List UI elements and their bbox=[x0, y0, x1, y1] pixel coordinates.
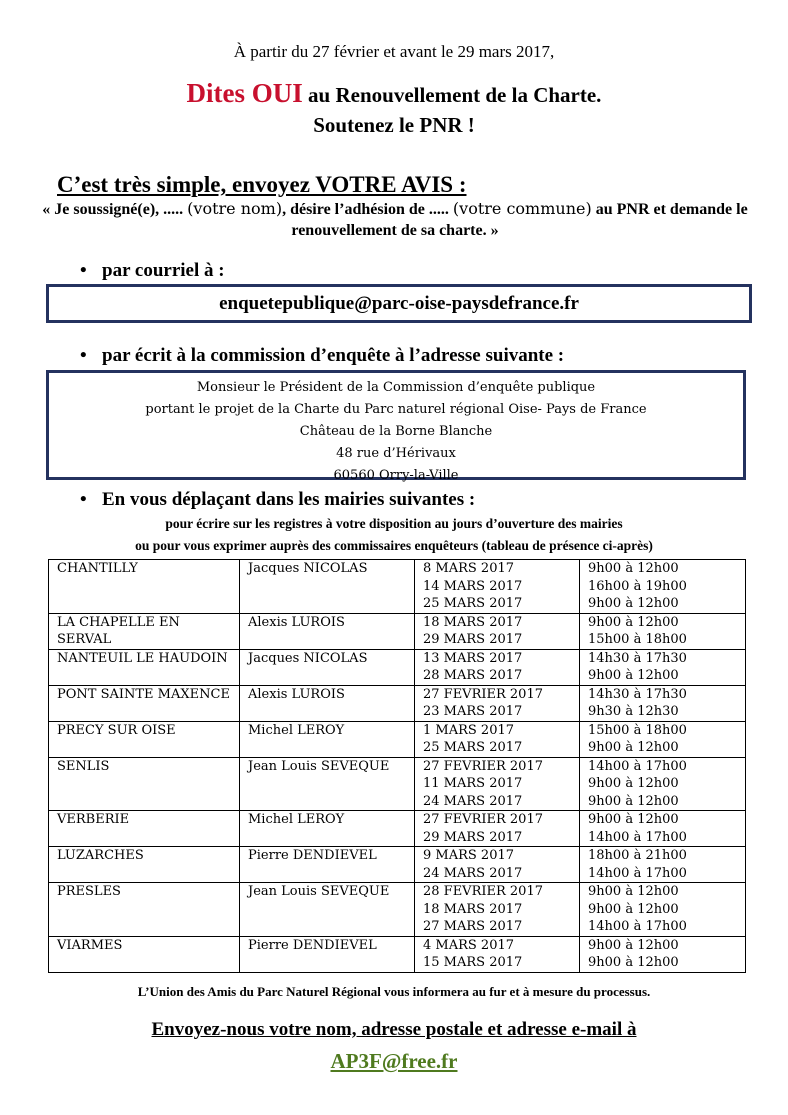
union-note: L’Union des Amis du Parc Naturel Régional vous informera au fur et à mesure du processus. bbox=[137, 984, 651, 999]
heures-cell bbox=[580, 613, 746, 649]
commissaire-cell bbox=[240, 649, 415, 685]
cell-line: 14h00 à 17h00 bbox=[588, 758, 687, 774]
cell-line: 29 MARS 2017 bbox=[423, 829, 523, 845]
commune-cell bbox=[49, 811, 240, 847]
cell-line: 9h00 à 12h00 bbox=[588, 955, 679, 970]
date-line: À partir du 27 février et avant le 29 mars 2017, bbox=[233, 42, 555, 61]
cell-line: 18h00 à 21h00 bbox=[588, 848, 687, 863]
cell-line: Michel LEROY bbox=[248, 722, 345, 738]
cell-line: Jacques NICOLAS bbox=[248, 650, 368, 666]
cell-line: 27 FEVRIER 2017 bbox=[423, 812, 543, 827]
cell-line: 9h00 à 12h00 bbox=[588, 901, 679, 917]
cell-line: 9h00 à 12h00 bbox=[588, 937, 679, 953]
email-box bbox=[46, 284, 752, 323]
commissaire-cell bbox=[240, 847, 415, 883]
quote-placeholder-commune: (votre commune) bbox=[452, 199, 592, 218]
commune-cell bbox=[49, 613, 240, 649]
cell-line: LA CHAPELLE EN SERVAL bbox=[57, 614, 180, 647]
cell-line: 15 MARS 2017 bbox=[423, 955, 523, 970]
commissaire-cell bbox=[240, 721, 415, 757]
heures-cell bbox=[580, 685, 746, 721]
dates-cell bbox=[415, 811, 580, 847]
cell-line: 15h00 à 18h00 bbox=[588, 722, 687, 738]
bullet-mail-label: par courriel à : bbox=[102, 260, 225, 281]
bullet-letter bbox=[80, 345, 564, 367]
cell-line: 25 MARS 2017 bbox=[423, 740, 523, 755]
cell-line: 9h00 à 12h00 bbox=[588, 596, 679, 611]
cell-line: PRECY SUR OISE bbox=[57, 722, 176, 738]
dates-cell bbox=[415, 847, 580, 883]
cell-line: 16h00 à 19h00 bbox=[588, 578, 687, 594]
visit-subtext: ou pour vous exprimer auprès des commissaires enquêteurs (tableau de présence ci-après) bbox=[135, 538, 653, 553]
table-row bbox=[49, 847, 746, 883]
commissaire-cell bbox=[240, 936, 415, 972]
cell-line: 18 MARS 2017 bbox=[423, 901, 523, 917]
cell-line: 4 MARS 2017 bbox=[423, 937, 515, 953]
dates-cell bbox=[415, 613, 580, 649]
cell-line: 13 MARS 2017 bbox=[423, 650, 523, 666]
cell-line: CHANTILLY bbox=[57, 561, 138, 576]
address-box bbox=[46, 370, 746, 483]
cell-line: 24 MARS 2017 bbox=[423, 793, 523, 809]
mairies-table-body bbox=[49, 560, 746, 973]
table-row bbox=[49, 883, 746, 937]
commune-cell bbox=[49, 847, 240, 883]
cell-line: 27 FEVRIER 2017 bbox=[423, 686, 543, 702]
bullet-mail bbox=[80, 260, 225, 282]
cell-line: 9 MARS 2017 bbox=[423, 848, 515, 863]
heures-cell bbox=[580, 560, 746, 614]
table-row bbox=[49, 757, 746, 811]
cell-line: 25 MARS 2017 bbox=[423, 596, 523, 611]
table-row bbox=[49, 649, 746, 685]
cell-line: 9h00 à 12h00 bbox=[588, 776, 679, 791]
visit-subtext: pour écrire sur les registres à votre disposition au jours d’ouverture des mairies bbox=[165, 516, 623, 531]
bullet-icon: • bbox=[80, 489, 87, 510]
commissaire-cell bbox=[240, 613, 415, 649]
heures-cell bbox=[580, 847, 746, 883]
dates-cell bbox=[415, 685, 580, 721]
dates-cell bbox=[415, 757, 580, 811]
cell-line: 9h00 à 12h00 bbox=[588, 793, 679, 809]
heures-cell bbox=[580, 811, 746, 847]
contact-email-link[interactable]: AP3F@free.fr bbox=[330, 1049, 458, 1073]
heures-cell bbox=[580, 883, 746, 937]
address-line: 60560 Orry-la-Ville bbox=[333, 468, 459, 483]
cell-line: VIARMES bbox=[57, 937, 123, 953]
cell-line: 14 MARS 2017 bbox=[423, 578, 523, 594]
cell-line: 1 MARS 2017 bbox=[423, 722, 515, 738]
cell-line: 8 MARS 2017 bbox=[423, 561, 515, 576]
cell-line: Michel LEROY bbox=[248, 812, 345, 827]
email-address-link[interactable]: enquetepublique@parc-oise-paysdefrance.fr bbox=[219, 292, 579, 314]
cell-line: 18 MARS 2017 bbox=[423, 614, 523, 630]
address-line: Monsieur le Président de la Commission d’enquête publique bbox=[196, 380, 596, 395]
commissaire-cell bbox=[240, 685, 415, 721]
cell-line: 9h00 à 12h00 bbox=[588, 668, 679, 683]
call-to-action: Envoyez-nous votre nom, adresse postale et adresse e-mail à bbox=[151, 1019, 637, 1040]
dates-cell bbox=[415, 560, 580, 614]
address-line: portant le projet de la Charte du Parc naturel régional Oise- Pays de France bbox=[145, 402, 647, 417]
commissaire-cell bbox=[240, 757, 415, 811]
heures-cell bbox=[580, 936, 746, 972]
cell-line: 9h00 à 12h00 bbox=[588, 812, 679, 827]
dates-cell bbox=[415, 936, 580, 972]
table-row bbox=[49, 613, 746, 649]
cell-line: LUZARCHES bbox=[57, 848, 144, 863]
cell-line: 28 FEVRIER 2017 bbox=[423, 884, 543, 899]
cell-line: Alexis LUROIS bbox=[248, 686, 345, 702]
cell-line: 14h00 à 17h00 bbox=[588, 919, 687, 934]
cell-line: SENLIS bbox=[57, 758, 110, 774]
cell-line: 14h30 à 17h30 bbox=[588, 650, 687, 666]
cell-line: 27 MARS 2017 bbox=[423, 919, 523, 934]
bullet-letter-label: par écrit à la commission d’enquête à l’adresse suivante : bbox=[102, 345, 565, 366]
cell-line: 9h00 à 12h00 bbox=[588, 740, 679, 755]
cell-line: PONT SAINTE MAXENCE bbox=[57, 686, 230, 702]
title-rest: au Renouvellement de la Charte. bbox=[302, 83, 602, 107]
cell-line: 11 MARS 2017 bbox=[423, 776, 523, 791]
commissaire-cell bbox=[240, 560, 415, 614]
commune-cell bbox=[49, 721, 240, 757]
cell-line: 27 FEVRIER 2017 bbox=[423, 758, 543, 774]
cell-line: 9h30 à 12h30 bbox=[588, 704, 679, 719]
mairies-table bbox=[48, 559, 746, 973]
cell-line: 24 MARS 2017 bbox=[423, 865, 523, 881]
cell-line: 9h00 à 12h00 bbox=[588, 561, 679, 576]
commune-cell bbox=[49, 560, 240, 614]
title-highlight: Dites OUI bbox=[186, 78, 303, 108]
cell-line: 29 MARS 2017 bbox=[423, 632, 523, 647]
cell-line: Jacques NICOLAS bbox=[248, 561, 368, 576]
commissaire-cell bbox=[240, 883, 415, 937]
table-row bbox=[49, 685, 746, 721]
cell-line: 14h30 à 17h30 bbox=[588, 686, 687, 702]
quote-part: « Je soussigné(e), ..... bbox=[42, 201, 188, 218]
bullet-visit bbox=[80, 489, 475, 511]
heures-cell bbox=[580, 721, 746, 757]
intro-quote bbox=[40, 198, 750, 241]
page-subtitle: Soutenez le PNR ! bbox=[313, 113, 475, 137]
table-row bbox=[49, 811, 746, 847]
cell-line: Alexis LUROIS bbox=[248, 614, 345, 630]
quote-part: au PNR et demande le renouvellement de sa charte. » bbox=[291, 201, 748, 239]
table-row bbox=[49, 560, 746, 614]
cell-line: Pierre DENDIEVEL bbox=[248, 848, 377, 863]
commune-cell bbox=[49, 757, 240, 811]
cell-line: 14h00 à 17h00 bbox=[588, 829, 687, 845]
commune-cell bbox=[49, 685, 240, 721]
commissaire-cell bbox=[240, 811, 415, 847]
page-title bbox=[0, 78, 788, 109]
table-row bbox=[49, 936, 746, 972]
commune-cell bbox=[49, 649, 240, 685]
cell-line: 15h00 à 18h00 bbox=[588, 632, 687, 647]
quote-placeholder-name: (votre nom) bbox=[187, 199, 283, 218]
cell-line: NANTEUIL LE HAUDOIN bbox=[57, 650, 228, 666]
bullet-visit-label: En vous déplaçant dans les mairies suivantes : bbox=[102, 489, 476, 510]
commune-cell bbox=[49, 936, 240, 972]
commune-cell bbox=[49, 883, 240, 937]
cell-line: Jean Louis SEVEQUE bbox=[248, 758, 390, 774]
dates-cell bbox=[415, 721, 580, 757]
address-line: 48 rue d’Hérivaux bbox=[336, 446, 456, 461]
address-line: Château de la Borne Blanche bbox=[299, 424, 493, 439]
cell-line: VERBERIE bbox=[57, 812, 130, 827]
table-row bbox=[49, 721, 746, 757]
cell-line: Jean Louis SEVEQUE bbox=[248, 884, 390, 899]
dates-cell bbox=[415, 649, 580, 685]
cell-line: 14h00 à 17h00 bbox=[588, 865, 687, 881]
bullet-icon: • bbox=[80, 260, 87, 281]
cell-line: PRESLES bbox=[57, 884, 121, 899]
bullet-icon: • bbox=[80, 345, 87, 366]
heures-cell bbox=[580, 757, 746, 811]
cell-line: 9h00 à 12h00 bbox=[588, 884, 679, 899]
cell-line: 28 MARS 2017 bbox=[423, 668, 523, 683]
cell-line: Pierre DENDIEVEL bbox=[248, 937, 377, 953]
cell-line: 23 MARS 2017 bbox=[423, 704, 523, 719]
quote-part: , désire l’adhésion de ..... bbox=[282, 201, 453, 218]
cell-line: 9h00 à 12h00 bbox=[588, 614, 679, 630]
intro-heading: C’est très simple, envoyez VOTRE AVIS : bbox=[57, 172, 467, 197]
dates-cell bbox=[415, 883, 580, 937]
heures-cell bbox=[580, 649, 746, 685]
